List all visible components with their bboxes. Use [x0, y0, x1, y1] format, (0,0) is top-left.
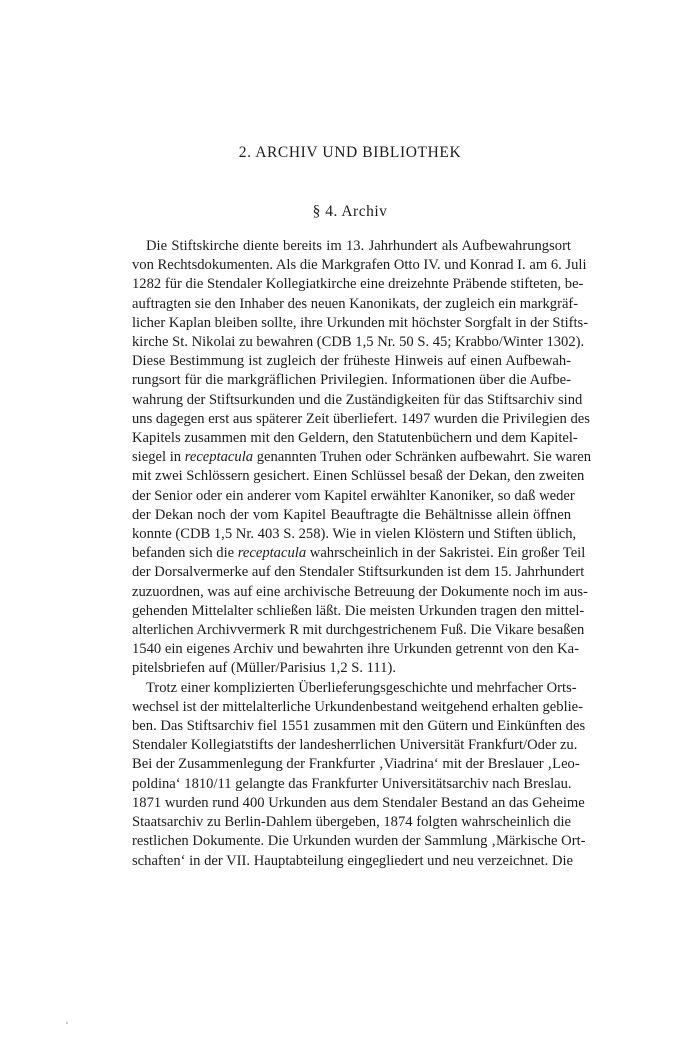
paragraph-1 — [132, 237, 592, 679]
text-line: befanden sich die receptacula wahrscheinlich in der Sakristei. Ein großer Teil — [132, 545, 586, 562]
text-line: Bei der Zusammenlegung der Frankfurter ‚Viadrina‘ mit der Breslauer ‚Leo- — [132, 756, 580, 773]
text-line: schaften‘ in der VII. Hauptabteilung eingegliedert und neu verzeichnet. Die — [132, 852, 574, 869]
text-line: ben. Das Stiftsarchiv fiel 1551 zusammen mit den Gütern und Einkünften des — [132, 718, 586, 735]
text-line: mit zwei Schlössern gesichert. Einen Schlüssel besaß der Dekan, den zweiten — [132, 468, 585, 485]
text-line: 1871 wurden rund 400 Urkunden aus dem Stendaler Bestand an das Geheime — [132, 794, 585, 811]
text-line: von Rechtsdokumenten. Als die Markgrafen Otto IV. und Konrad I. am 6. Juli — [132, 257, 587, 274]
text-line: Stendaler Kollegiatstifts der landesherrlichen Universität Frankfurt/Oder zu. — [132, 737, 578, 754]
text-line: Diese Bestimmung ist zugleich der früheste Hinweis auf einen Aufbewah- — [132, 353, 571, 370]
text-line: 1540 ein eigenes Archiv und bewahrten ihre Urkunden getrennt von den Ka- — [132, 641, 579, 658]
text-line: Staatsarchiv zu Berlin-Dahlem übergeben, 1874 folgten wahrscheinlich die — [132, 814, 572, 831]
italic-term: receptacula — [184, 449, 254, 466]
text-line: wahrung der Stiftsurkunden und die Zuständigkeiten für das Stiftsarchiv sind — [132, 391, 583, 408]
scan-speck — [66, 1022, 68, 1024]
text-line: Trotz einer komplizierten Überlieferungsgeschichte und mehrfacher Orts- — [146, 679, 577, 696]
italic-term: receptacula — [237, 545, 307, 562]
text-line: siegel in receptacula genannten Truhen oder Schränken aufbewahrt. Sie waren — [132, 449, 592, 466]
chapter-title: 2. ARCHIV UND BIBLIOTHEK — [238, 144, 462, 161]
text-line: der Dekan noch der vom Kapitel Beauftragte die Behältnisse allein öffnen — [132, 506, 571, 523]
text-line: licher Kaplan bleiben sollte, ihre Urkunden mit höchster Sorgfalt in der Stifts- — [132, 314, 589, 331]
text-line: gehenden Mittelalter schließen läßt. Die meisten Urkunden tragen den mittel- — [132, 602, 585, 619]
text-line: restlichen Dokumente. Die Urkunden wurden der Sammlung ‚Märkische Ort- — [132, 833, 586, 850]
text-line: kirche St. Nikolai zu bewahren (CDB 1,5 Nr. 50 S. 45; Krabbo/Winter 1302). — [132, 334, 585, 351]
text-line: poldina‘ 1810/11 gelangte das Frankfurter Universitätsarchiv nach Breslau. — [132, 775, 572, 792]
body-text — [132, 237, 592, 871]
text-line: konnte (CDB 1,5 Nr. 403 S. 258). Wie in vielen Klöstern und Stiften üblich, — [132, 526, 577, 543]
text-line: auftragten sie den Inhaber des neuen Kanonikats, der zugleich ein markgräf- — [132, 295, 579, 312]
text-line: rungsort für die markgräflichen Privilegien. Informationen über die Aufbe- — [132, 372, 571, 389]
text-line: Kapitels zusammen mit den Geldern, den Statutenbüchern und dem Kapitel- — [132, 430, 578, 447]
section-title: § 4. Archiv — [312, 203, 388, 220]
text-line: wechsel ist der mittelalterliche Urkundenbestand weitgehend erhalten geblie- — [132, 698, 584, 715]
text-line: 1282 für die Stendaler Kollegiatkirche eine dreizehnte Präbende stifteten, be- — [132, 276, 584, 293]
text-line: uns dagegen erst aus späterer Zeit überliefert. 1497 wurden die Privilegien des — [132, 410, 590, 427]
text-line: der Dorsalvermerke auf den Stendaler Stiftsurkunden ist dem 15. Jahrhundert — [132, 564, 585, 581]
text-line: pitelsbriefen auf (Müller/Parisius 1,2 S. 111). — [132, 660, 396, 677]
text-line: Die Stiftskirche diente bereits im 13. Jahrhundert als Aufbewahrungsort — [146, 238, 571, 254]
text-line: der Senior oder ein anderer vom Kapitel erwählter Kanoniker, so daß weder — [132, 487, 575, 504]
paragraph-2 — [132, 679, 586, 871]
text-line: alterlichen Archivvermerk R mit durchgestrichenem Fuß. Die Vikare besaßen — [132, 622, 585, 639]
text-line: zuzuordnen, was auf eine archivische Betreuung der Dokumente noch im aus- — [132, 583, 588, 600]
